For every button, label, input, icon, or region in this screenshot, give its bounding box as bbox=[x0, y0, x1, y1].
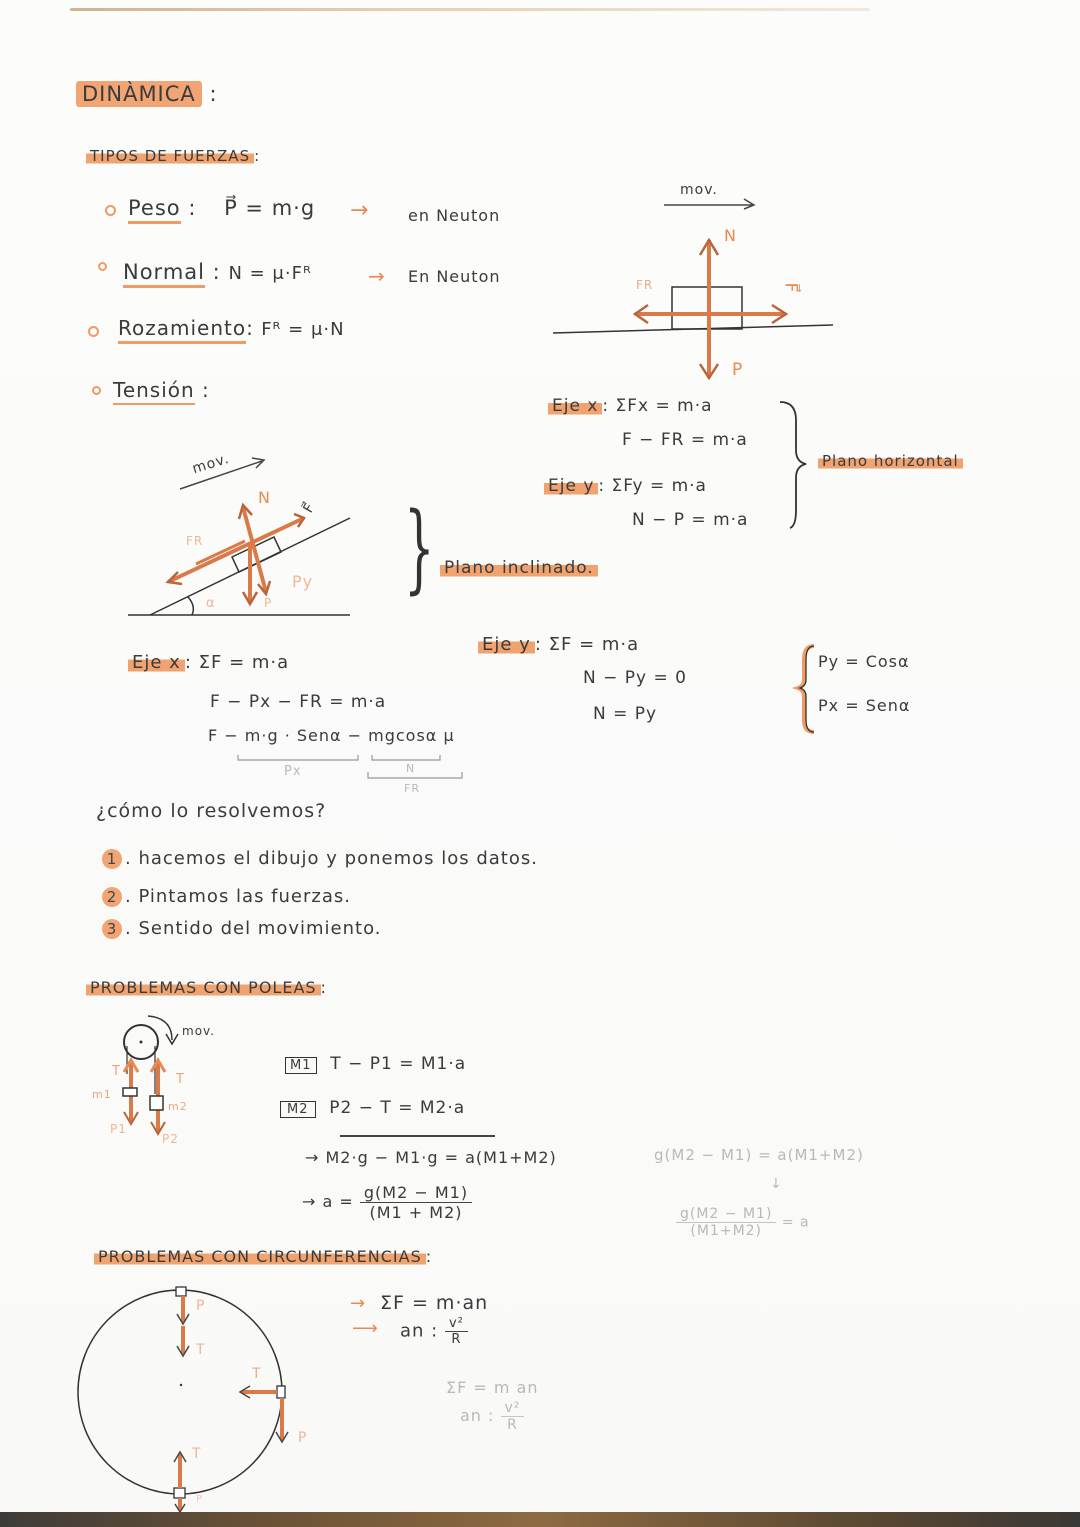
circ-faint-denominator: R bbox=[507, 1417, 518, 1433]
peso-formula: P⃗ = m·g bbox=[224, 196, 316, 220]
pulley-eq3: → M2·g − M1·g = a(M1+M2) bbox=[305, 1148, 557, 1167]
rozamiento-sep: : bbox=[246, 316, 254, 340]
tipos-colon: : bbox=[254, 147, 261, 165]
title-text: DINÀMICA bbox=[76, 81, 202, 107]
peso-sep: : bbox=[188, 196, 197, 220]
title-colon: : bbox=[209, 82, 218, 106]
plano-inclinado-text: Plano inclinado. bbox=[440, 558, 598, 578]
poleas-colon: : bbox=[320, 978, 327, 997]
horizontal-eje-y-eq2: N − P = m·a bbox=[632, 510, 749, 530]
component-px: Px = Senα bbox=[818, 696, 911, 715]
incl-eje-y-eq2: N − Py = 0 bbox=[583, 668, 687, 688]
label-p: P bbox=[732, 360, 744, 380]
mass1-box: M1 bbox=[285, 1057, 317, 1074]
pulley-label-p1: P1 bbox=[110, 1122, 127, 1136]
rozamiento-label: Rozamiento bbox=[118, 316, 246, 344]
incl-label-alpha: α bbox=[206, 596, 216, 611]
pulley-label-t2: T bbox=[176, 1072, 185, 1087]
normal-sep: : bbox=[212, 260, 221, 284]
incl-eje-x-label: Eje x bbox=[128, 652, 185, 673]
label-fr: FR bbox=[636, 278, 654, 292]
circ-numerator: v² bbox=[445, 1316, 468, 1332]
incl-eje-x-eq2: F − Px − FR = m·a bbox=[210, 692, 387, 712]
under-fr: FR bbox=[404, 782, 420, 795]
rozamiento-formula: Fᴿ = μ·N bbox=[261, 319, 345, 340]
incl-label-fr: FR bbox=[186, 534, 204, 548]
peso-unit: en Neuton bbox=[408, 206, 501, 225]
circ-faint-eq1: ΣF = m an bbox=[446, 1378, 539, 1397]
circ-eq2-prefix: an : bbox=[400, 1320, 439, 1342]
pulley-mov-label: mov. bbox=[182, 1024, 216, 1038]
tension-label: Tensión bbox=[113, 378, 195, 405]
step-number-badge: 1 bbox=[102, 849, 122, 869]
faint-arrow-down-icon: ↓ bbox=[770, 1176, 783, 1192]
arrow-right-icon: → bbox=[350, 198, 370, 223]
normal-formula: N = μ·Fᴿ bbox=[228, 263, 312, 284]
circ-label-t-right: T bbox=[252, 1366, 262, 1382]
fraction-numerator: g(M2 − M1) bbox=[360, 1183, 472, 1203]
incl-eq3-part-a: F − m·g · Senα bbox=[208, 726, 342, 745]
circ-faint-fraction bbox=[501, 1400, 525, 1433]
circ-heading-text: PROBLEMAS CON CIRCUNFERENCIAS bbox=[94, 1247, 426, 1266]
circ-faint-numerator: v² bbox=[501, 1400, 525, 1417]
pulley-label-t1: T bbox=[112, 1064, 121, 1079]
mass2-box: M2 bbox=[280, 1101, 316, 1118]
poleas-heading-text: PROBLEMAS CON POLEAS bbox=[86, 978, 321, 997]
component-py: Py = Cosα bbox=[818, 652, 910, 671]
circ-colon: : bbox=[425, 1247, 433, 1266]
faint-numerator: g(M2 − M1) bbox=[676, 1206, 776, 1223]
pulley-eq2-text: P2 − T = M2·a bbox=[329, 1098, 466, 1118]
eje-y-eq1: : ΣFy = m·a bbox=[598, 476, 707, 496]
faint-eq1: g(M2 − M1) = a(M1+M2) bbox=[654, 1146, 864, 1164]
peso-label: Peso bbox=[128, 196, 181, 224]
pulley-eq4-prefix: → a = bbox=[302, 1192, 354, 1211]
faint-rhs: = a bbox=[781, 1214, 810, 1231]
circ-eq2 bbox=[400, 1316, 468, 1347]
circ-label-t-top: T bbox=[196, 1342, 206, 1358]
faint-denominator: (M1+M2) bbox=[690, 1223, 763, 1239]
circ-label-p-right: P bbox=[298, 1430, 308, 1446]
label-n: N bbox=[724, 226, 737, 245]
tension-sep: : bbox=[202, 378, 210, 402]
step-text: . Pintamos las fuerzas. bbox=[125, 886, 351, 907]
circ-eq1: ΣF = m·an bbox=[380, 1292, 489, 1314]
normal-unit: En Neuton bbox=[408, 267, 501, 286]
incl-eje-y-eq1: : ΣF = m·a bbox=[534, 634, 640, 655]
desk-surface-edge bbox=[0, 1512, 1080, 1527]
eje-y-label: Eje y bbox=[544, 476, 598, 496]
normal-label: Normal bbox=[123, 260, 205, 288]
circ-faint-prefix: an : bbox=[460, 1406, 495, 1425]
incl-eje-y-label: Eje y bbox=[478, 634, 535, 655]
plano-horizontal-text: Plano horizontal bbox=[818, 452, 963, 470]
incl-eje-y-eq3: N = Py bbox=[593, 704, 658, 724]
pulley-eq1-text: T − P1 = M1·a bbox=[330, 1054, 467, 1074]
circ-denominator: R bbox=[451, 1332, 462, 1347]
step-number-badge: 3 bbox=[102, 919, 122, 939]
tipos-heading-text: TIPOS DE FUERZAS bbox=[86, 147, 254, 165]
pulley-label-p2: P2 bbox=[162, 1132, 179, 1146]
circ-faint-eq2 bbox=[460, 1400, 524, 1433]
arrow-right-icon: → bbox=[368, 264, 386, 288]
arrow-right-icon: → bbox=[350, 1293, 367, 1314]
incl-label-n: N bbox=[258, 488, 271, 507]
incl-label-f: F⃗ bbox=[300, 500, 319, 516]
incl-eq3-part-b: − mgcosα μ bbox=[341, 726, 455, 745]
pulley-label-m1: m1 bbox=[92, 1088, 112, 1101]
incl-label-py: Py bbox=[292, 572, 314, 591]
circ-fraction bbox=[445, 1316, 468, 1347]
step-text: . Sentido del movimiento. bbox=[125, 918, 382, 939]
mov-label-horizontal: mov. bbox=[680, 182, 718, 198]
circ-label-t-bottom: T bbox=[192, 1446, 202, 1462]
mov-label-inclined: mov. bbox=[190, 450, 232, 478]
horizontal-eje-x-eq2: F − FR = m·a bbox=[622, 430, 748, 450]
under-n: N bbox=[406, 762, 416, 775]
under-px: Px bbox=[284, 764, 302, 779]
eje-x-label: Eje x bbox=[548, 396, 602, 416]
label-f: F⃗ bbox=[780, 282, 801, 294]
circ-label-p-bottom: P bbox=[196, 1494, 204, 1505]
fraction-denominator: (M1 + M2) bbox=[369, 1203, 463, 1222]
eje-x-eq1: : ΣFx = m·a bbox=[602, 396, 713, 416]
circ-label-p-top: P bbox=[196, 1298, 206, 1314]
resolver-question-text: ¿cómo lo resolvemos? bbox=[96, 800, 327, 822]
step-text: . hacemos el dibujo y ponemos los datos. bbox=[125, 848, 538, 869]
arrow-right-icon: ⟶ bbox=[352, 1318, 379, 1339]
step-number-badge: 2 bbox=[102, 887, 122, 907]
incl-label-p: P bbox=[264, 596, 273, 610]
pulley-label-m2: m2 bbox=[168, 1100, 188, 1113]
right-brace-inclined: } bbox=[404, 492, 435, 604]
incl-eje-x-eq1: : ΣF = m·a bbox=[184, 652, 290, 673]
